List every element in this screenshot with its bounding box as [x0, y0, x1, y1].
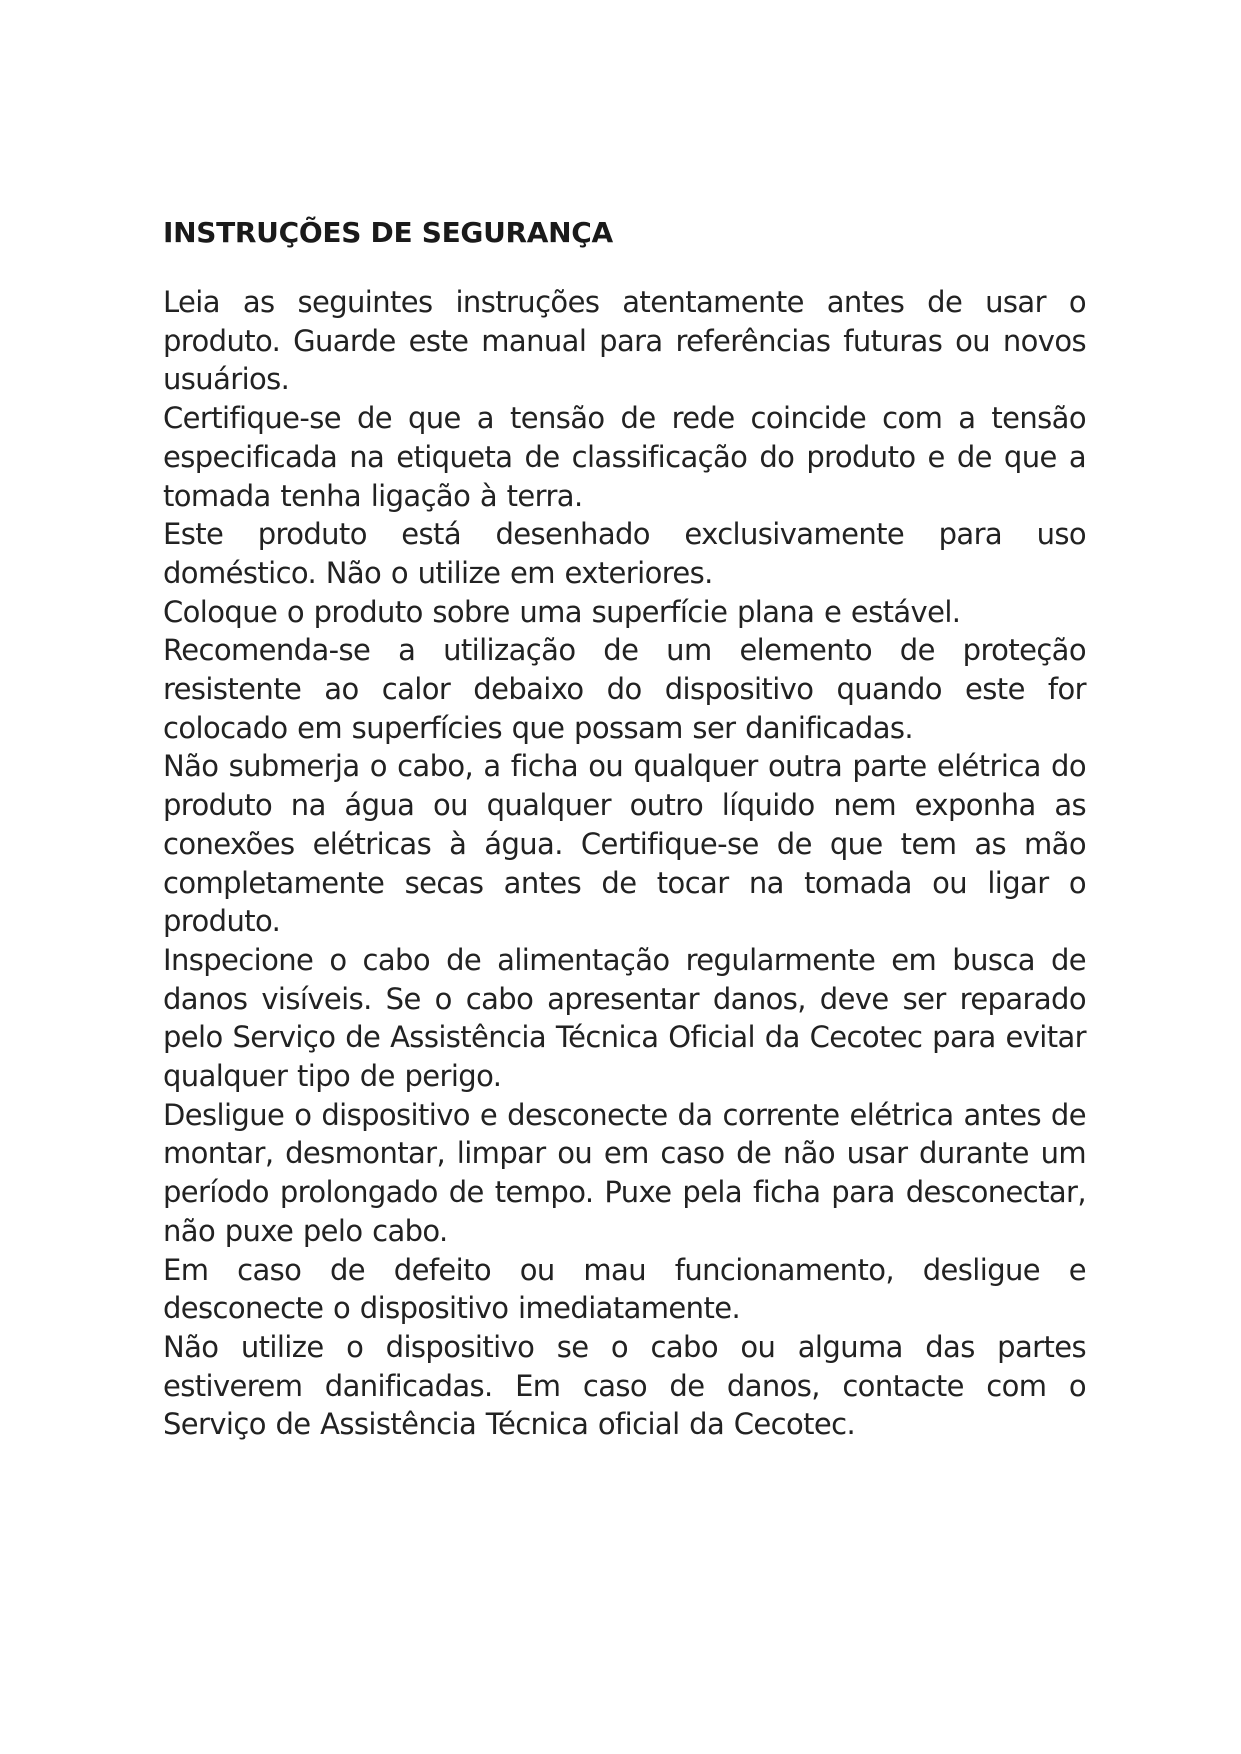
safety-instruction-10: Não utilize o dispositivo se o cabo ou alguma das partes estiverem danificadas. Em caso de danos, contacte com o Serviço de Assistência Técnica oficial da Cecotec.: [163, 1329, 1086, 1442]
safety-instruction-7: Inspecione o cabo de alimentação regularmente em busca de danos visíveis. Se o cabo apresentar danos, deve ser reparado pelo Serviço de Assistência Técnica Oficial da Cecotec para evitar qualquer tipo de perigo.: [163, 942, 1086, 1094]
page-title: INSTRUÇÕES DE SEGURANÇA: [163, 216, 613, 249]
safety-instruction-9: Em caso de defeito ou mau funcionamento, desligue e desconecte o dispositivo imediatamente.: [163, 1252, 1086, 1326]
safety-instruction-6: Não submerja o cabo, a ficha ou qualquer outra parte elétrica do produto na água ou qualquer outro líquido nem exponha as conexões elétricas à água. Certifique-se de que tem as mão completamente secas antes de tocar na tomada ou ligar o produto.: [163, 749, 1086, 939]
safety-instruction-4: Coloque o produto sobre uma superfície plana e estável.: [163, 594, 961, 629]
safety-instruction-5: Recomenda-se a utilização de um elemento de proteção resistente ao calor debaixo do dispositivo quando este for colocado em superfícies que possam ser danificadas.: [163, 633, 1086, 745]
safety-instruction-1: Leia as seguintes instruções atentamente antes de usar o produto. Guarde este manual para referências futuras ou novos usuários.: [163, 285, 1086, 397]
document-page: [163, 214, 1086, 1444]
safety-instruction-3: Este produto está desenhado exclusivamente para uso doméstico. Não o utilize em exteriores.: [163, 517, 1086, 590]
safety-instruction-2: Certifique-se de que a tensão de rede coincide com a tensão especificada na etiqueta de classificação do produto e de que a tomada tenha ligação à terra.: [163, 401, 1086, 513]
safety-instruction-8: Desligue o dispositivo e desconecte da corrente elétrica antes de montar, desmontar, limpar ou em caso de não usar durante um período prolongado de tempo. Puxe pela ficha para desconectar, não puxe pelo cabo.: [163, 1097, 1086, 1248]
